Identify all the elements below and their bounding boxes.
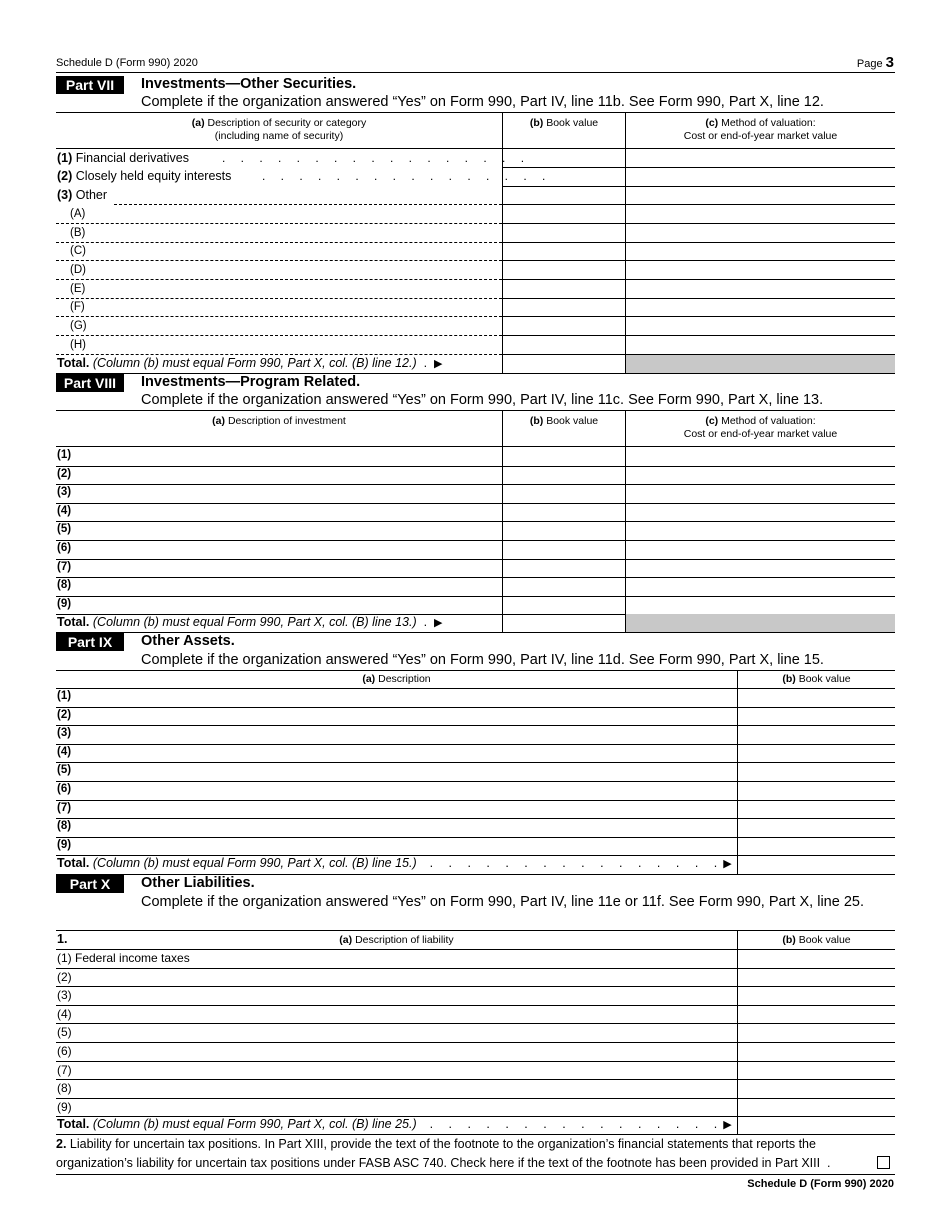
part9-row-rule-6: [56, 800, 895, 801]
part7-rule-b: [502, 242, 895, 243]
part10-instructions: Complete if the organization answered “Yes” on Form 990, Part IV, line 11e or 11f. See Form 990, Part X, line 25.: [141, 894, 864, 910]
part7-rule-2: [502, 186, 895, 187]
part7-title: Investments—Other Securities.: [141, 76, 357, 92]
part7-subrow-h: (H): [70, 339, 86, 351]
part8-col-b-header: (b) Book value: [529, 415, 599, 427]
part7-subrow-d: (D): [70, 264, 86, 276]
part7-rule-3: [502, 204, 895, 205]
line2-liability-text: 2. Liability for uncertain tax positions. In Part XIII, provide the text of the footnote to the organization’s financial statements that reports the organization’s liability for uncertain tax positions under FASB ASC 740. Check here if the text of the footnote has been provided in Part XIII .: [56, 1137, 831, 1170]
part7-dotted-f: [56, 316, 502, 317]
part8-total: Total. (Column (b) must equal Form 990, Part X, col. (B) line 13.) . ▶: [57, 615, 443, 629]
part9-vline-b: [737, 670, 738, 874]
part7-dotted-b: [56, 242, 502, 243]
part10-row-2: (2): [57, 969, 72, 984]
part7-row-2: (2) Closely held equity interests: [57, 169, 232, 183]
part7-subrow-c: (C): [70, 245, 86, 257]
form-footer-name: Schedule D (Form 990) 2020: [747, 1178, 894, 1190]
part10-col-a-header: (a) Description of liability: [339, 934, 454, 946]
page-number: Page 3: [856, 54, 894, 71]
part9-badge: Part IX: [56, 633, 124, 651]
part7-rule-f: [502, 316, 895, 317]
part7-row-2-leader: . . . . . . . . . . . . . . . .: [262, 169, 552, 183]
part8-instructions: Complete if the organization answered “Yes” on Form 990, Part IV, line 11c. See Form 990, Part X, line 13.: [141, 392, 824, 408]
part9-top-rule: [56, 670, 895, 671]
part7-rule-d: [502, 279, 895, 280]
part10-row-7: (7): [57, 1062, 72, 1077]
part9-row-rule-7: [56, 818, 895, 819]
part9-head-rule: [56, 688, 895, 689]
part8-row-8: (8): [57, 579, 72, 592]
part7-col-a-header: (a) Description of security or category (including name of security): [191, 117, 367, 142]
part7-top-rule: [56, 112, 895, 113]
part10-total: Total. (Column (b) must equal Form 990, Part X, col. (B) line 25.) . . . . . . . . . . . . . . . .▶: [57, 1117, 732, 1131]
part9-col-a-header: (a) Description: [362, 673, 431, 685]
part10-row-8: (8): [57, 1081, 72, 1096]
part8-row-rule-7: [56, 577, 895, 578]
part9-row-7: (7): [57, 801, 72, 814]
part8-row-2: (2): [57, 467, 72, 480]
part7-subrow-f: (F): [70, 301, 85, 313]
part8-head-rule: [56, 446, 895, 447]
part8-row-1: (1): [57, 449, 72, 461]
part9-instructions: Complete if the organization answered “Yes” on Form 990, Part IV, line 11d. See Form 990, Part X, line 15.: [141, 652, 824, 668]
part7-col-c-header: (c) Method of valuation: Cost or end-of-year market value: [683, 117, 838, 142]
part8-col-c-header: (c) Method of valuation: Cost or end-of-year market value: [683, 415, 838, 440]
part10-row-rule-7: [56, 1079, 895, 1080]
part8-title: Investments—Program Related.: [141, 374, 361, 390]
part10-col-b-header: (b) Book value: [782, 934, 851, 946]
part8-row-rule-5: [56, 540, 895, 541]
part8-row-7: (7): [57, 560, 72, 573]
part7-dotted-3: [114, 204, 502, 205]
part8-row-9: (9): [57, 597, 72, 610]
part7-head-rule: [56, 148, 895, 149]
footer-rule: [56, 1174, 895, 1175]
part9-col-b-header: (b) Book value: [782, 673, 851, 685]
part7-rule-1: [502, 167, 895, 168]
part8-row-rule-8: [56, 596, 895, 597]
part10-row-rule-5: [56, 1042, 895, 1043]
part9-row-6: (6): [57, 783, 72, 795]
part7-subrow-e: (E): [70, 283, 86, 295]
part8-row-rule-2: [56, 484, 895, 485]
part10-row-5: (5): [57, 1025, 72, 1040]
part10-vline-b: [737, 930, 738, 1134]
part9-row-2: (2): [57, 708, 72, 721]
part10-head-rule: [56, 949, 895, 950]
part7-badge: Part VII: [56, 76, 124, 94]
part9-row-rule-4: [56, 762, 895, 763]
part7-row-1-leader: . . . . . . . . . . . . . . . . .: [222, 151, 531, 165]
header-rule: [56, 72, 895, 73]
part9-row-8: (8): [57, 820, 72, 833]
part7-subrow-b: (B): [70, 227, 86, 239]
part7-subrow-a: (A): [70, 208, 86, 220]
part8-row-4: (4): [57, 504, 72, 517]
part7-row-3: (3) Other: [57, 188, 108, 202]
part7-dotted-c: [56, 260, 502, 261]
part9-row-rule-2: [56, 725, 895, 726]
part10-row-9: (9): [57, 1099, 72, 1114]
part7-dotted-h: [56, 354, 502, 355]
part8-total-shade: [626, 614, 895, 632]
part10-top-rule: [56, 930, 895, 931]
part7-rule-c: [502, 260, 895, 261]
part10-row-4: (4): [57, 1006, 72, 1021]
part10-row-rule-8: [56, 1098, 895, 1099]
part9-total: Total. (Column (b) must equal Form 990, Part X, col. (B) line 15.) . . . . . . . . . . . . . . . .▶: [57, 856, 732, 870]
part9-row-rule-1: [56, 707, 895, 708]
part10-badge: Part X: [56, 875, 124, 893]
part9-title: Other Assets.: [141, 633, 235, 649]
part9-row-4: (4): [57, 745, 72, 758]
part10-row-3: (3): [57, 988, 72, 1003]
part8-row-3: (3): [57, 486, 72, 499]
part7-subrow-g: (G): [70, 320, 87, 332]
part8-row-6: (6): [57, 542, 72, 554]
part10-row-rule-2: [56, 986, 895, 987]
part9-row-rule-5: [56, 781, 895, 782]
part7-total-shade: [626, 355, 895, 373]
part8-col-a-header: (a) Description of investment: [212, 415, 346, 427]
part10-title: Other Liabilities.: [141, 875, 255, 891]
part8-row-5: (5): [57, 523, 72, 536]
part10-row-rule-4: [56, 1023, 895, 1024]
part9-row-1: (1): [57, 690, 72, 702]
part9-row-9: (9): [57, 838, 72, 851]
part7-dotted-e: [56, 298, 502, 299]
part7-dotted-a: [56, 223, 502, 224]
part10-row-rule-3: [56, 1005, 895, 1006]
part9-row-3: (3): [57, 727, 72, 740]
part7-dotted-g: [56, 335, 502, 336]
part7-col-b-header: (b) Book value: [529, 117, 599, 129]
part10-row-1: (1) Federal income taxes: [57, 951, 190, 965]
part8-row-rule-1: [56, 466, 895, 467]
part8-row-rule-6: [56, 559, 895, 560]
part10-line-number: 1.: [57, 932, 68, 946]
part7-rule-e: [502, 298, 895, 299]
part8-badge: Part VIII: [56, 374, 124, 392]
part7-instructions: Complete if the organization answered “Yes” on Form 990, Part IV, line 11b. See Form 990, Part X, line 12.: [141, 94, 824, 110]
part7-rule-g: [502, 335, 895, 336]
part8-row-rule-4: [56, 521, 895, 522]
part7-rule-a: [502, 223, 895, 224]
part7-total: Total. (Column (b) must equal Form 990, Part X, col. (B) line 12.) . ▶: [57, 356, 443, 370]
part9-row-rule-8: [56, 837, 895, 838]
part8-top-rule: [56, 410, 895, 411]
part10-row-rule-6: [56, 1061, 895, 1062]
part7-row-1: (1) Financial derivatives: [57, 151, 190, 165]
part7-dotted-d: [56, 279, 502, 280]
part10-row-rule-1: [56, 968, 895, 969]
part10-row-6: (6): [57, 1044, 72, 1058]
part9-row-rule-3: [56, 744, 895, 745]
footnote-provided-checkbox[interactable]: [877, 1156, 890, 1169]
form-header-name: Schedule D (Form 990) 2020: [56, 57, 198, 69]
part8-row-rule-3: [56, 503, 895, 504]
part9-row-5: (5): [57, 764, 72, 777]
